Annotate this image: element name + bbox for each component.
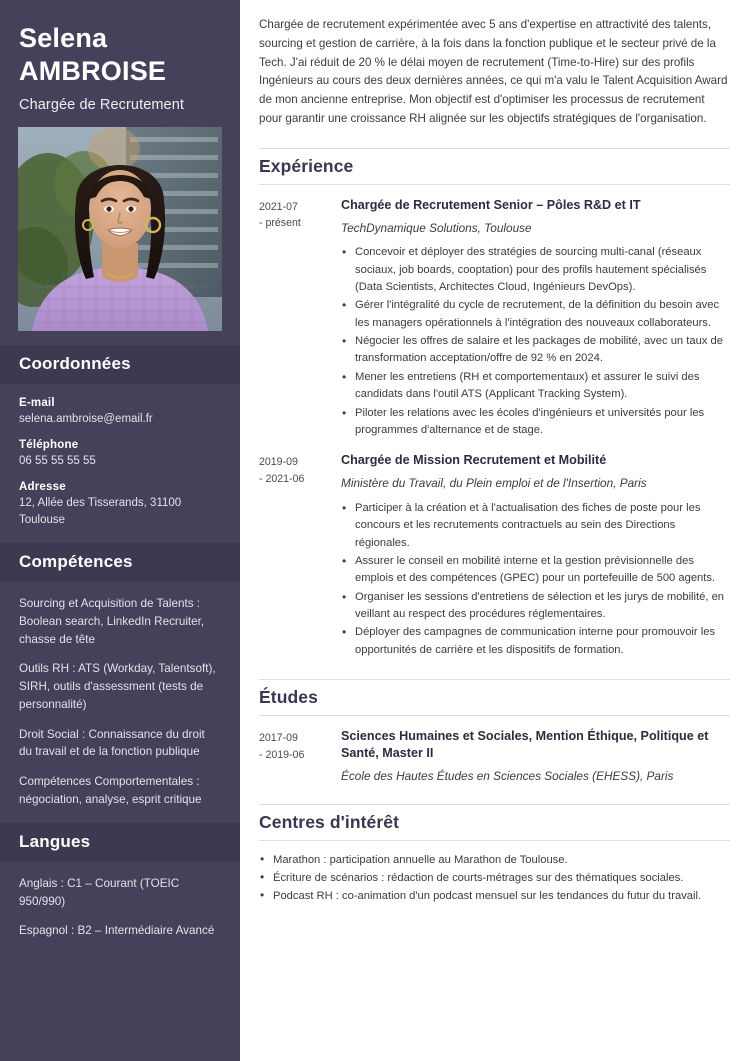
list-item: • Déployer des campagnes de communication interne pour promouvoir les opportunités de carrière et les dispositifs de formation. — [341, 624, 730, 659]
entry-body — [341, 452, 730, 660]
job-title: Chargée de Recrutement — [19, 96, 185, 113]
entry-date-range — [259, 197, 341, 441]
languages-list — [0, 862, 240, 940]
education-heading: Études — [259, 687, 318, 708]
contact-value-phone[interactable]: 06 55 55 55 55 — [19, 454, 96, 467]
section-experience — [259, 148, 730, 660]
last-name: AMBROISE — [19, 55, 167, 86]
experience-entry — [259, 452, 730, 660]
interests-heading: Centres d'intérêt — [259, 811, 400, 832]
contact-label: E-mail — [19, 396, 55, 409]
list-item: • Participer à la création et à l'actualisation des fiches de poste pour les concours et les recrutements contractuels au sein des Directions régionales. — [341, 500, 730, 552]
entry-bullet-list — [341, 500, 730, 659]
entry-body — [341, 197, 730, 441]
list-item: • Écriture de scénarios : rédaction de courts-métrages sur des thématiques sociales. — [259, 869, 730, 887]
entry-date-range — [259, 452, 341, 660]
sidebar — [0, 0, 240, 1061]
languages-heading: Langues — [19, 831, 91, 851]
name-block — [0, 0, 240, 113]
date-start: 2019-09 — [259, 456, 298, 469]
entry-title: Chargée de Recrutement Senior – Pôles R&D et IT — [341, 197, 641, 212]
entry-title: Chargée de Mission Recrutement et Mobilité — [341, 453, 607, 468]
section-header-contact — [0, 345, 240, 384]
list-item: • Piloter les relations avec les écoles d'ingénieurs et universités pour les programmes d'alternance et de stage. — [341, 405, 730, 440]
section-header-skills — [0, 543, 240, 582]
photo-container — [0, 113, 240, 331]
date-end: - 2019-06 — [259, 748, 305, 761]
contact-item-phone — [19, 439, 221, 470]
entry-organization: École des Hautes Études en Sciences Sociales (EHESS), Paris — [341, 769, 674, 784]
contact-label: Adresse — [19, 480, 66, 493]
skills-list — [0, 582, 240, 809]
list-item: Droit Social : Connaissance du droit du travail et de la fonction publique — [19, 727, 205, 759]
list-item: • Podcast RH : co-animation d'un podcast mensuel sur les tendances du futur du travail. — [259, 887, 730, 905]
contact-label: Téléphone — [19, 438, 79, 451]
interests-list — [259, 851, 730, 905]
education-entry — [259, 728, 730, 785]
list-item: • Organiser les sessions d'entretiens de sélection et les jurys de mobilité, en veillant au respect des procédures réglementaires. — [341, 589, 730, 624]
list-item: • Concevoir et déployer des stratégies de sourcing multi-canal (réseaux sociaux, job boards, cooptation) pour des profils hautement spécialisés (Data Scientists, Architectes Cloud, Ingénieurs DevOps). — [341, 244, 730, 296]
list-item: Espagnol : B2 – Intermédiaire Avancé — [19, 924, 215, 938]
entry-date-range — [259, 728, 341, 785]
contact-heading: Coordonnées — [19, 353, 131, 373]
entry-organization: Ministère du Travail, du Plein emploi et de l'Insertion, Paris — [341, 476, 647, 491]
list-item: Outils RH : ATS (Workday, Talentsoft), SIRH, outils d'assessment (tests de personnalité) — [19, 662, 216, 711]
list-item: • Gérer l'intégralité du cycle de recrutement, de la définition du besoin avec les managers opérationnels à l'intégration des nouveaux collaborateurs. — [341, 297, 730, 332]
section-header-languages — [0, 823, 240, 862]
first-name: Selena — [19, 23, 108, 53]
list-item: • Mener les entretiens (RH et comportementaux) et assurer le suivi des candidats dans l'outil ATS (Applicant Tracking System). — [341, 369, 730, 404]
profile-photo — [18, 127, 222, 331]
list-item: Compétences Comportementales : négociation, analyse, esprit critique — [19, 775, 202, 806]
date-start: 2021-07 — [259, 200, 298, 213]
list-item: • Négocier les offres de salaire et les packages de mobilité, avec un taux de transformation acceptation/offre de 92 % en 2024. — [341, 333, 730, 368]
contact-value-email[interactable]: selena.ambroise@email.fr — [19, 412, 153, 425]
section-interests — [259, 804, 730, 905]
list-item: Anglais : C1 – Courant (TOEIC 950/990) — [19, 876, 180, 908]
list-item: Sourcing et Acquisition de Talents : Boolean search, LinkedIn Recruiter, chasse de tête — [19, 596, 205, 646]
main-content — [240, 0, 750, 1061]
section-education — [259, 679, 730, 785]
contact-list — [0, 384, 240, 529]
experience-entry — [259, 197, 730, 441]
entry-title: Sciences Humaines et Sociales, Mention Éthique, Politique et Santé, Master II — [341, 729, 709, 761]
profile-summary: Chargée de recrutement expérimentée avec 5 ans d'expertise en attractivité des talents, sourcing et gestion de carrière, à la fois dans la fonction publique et le secteur privé de la Tech. J'ai réduit de 20 % le délai moyen de recrutement (Time-to-Hire) sur des profils Ingénieurs au cours des deux dernières années, ce qui m'a valu le Talent Acquisition Award de mon ancienne entreprise. Mon objectif est d'optimiser les processus de recrutement pour garantir une croissance RH alignée sur les objectifs stratégiques de l'organisation. — [259, 18, 728, 125]
date-start: 2017-09 — [259, 732, 298, 745]
section-heading-interests — [259, 804, 730, 841]
list-item: • Marathon : participation annuelle au Marathon de Toulouse. — [259, 851, 730, 869]
contact-item-email — [19, 397, 221, 428]
list-item: • Assurer le conseil en mobilité interne et la gestion prévisionnelle des emplois et des compétences (GPEC) pour un portefeuille de 500 agents. — [341, 553, 730, 588]
portrait-image — [18, 127, 222, 331]
date-end: - présent — [259, 217, 301, 230]
skills-heading: Compétences — [19, 551, 133, 571]
entry-body — [341, 728, 730, 785]
experience-heading: Expérience — [259, 155, 354, 176]
date-end: - 2021-06 — [259, 472, 305, 485]
section-heading-education — [259, 679, 730, 716]
contact-value-address: 12, Allée des Tisserands, 31100 Toulouse — [19, 496, 182, 526]
entry-bullet-list — [341, 244, 730, 439]
entry-organization: TechDynamique Solutions, Toulouse — [341, 220, 532, 235]
contact-item-address — [19, 481, 221, 529]
section-heading-experience — [259, 148, 730, 185]
